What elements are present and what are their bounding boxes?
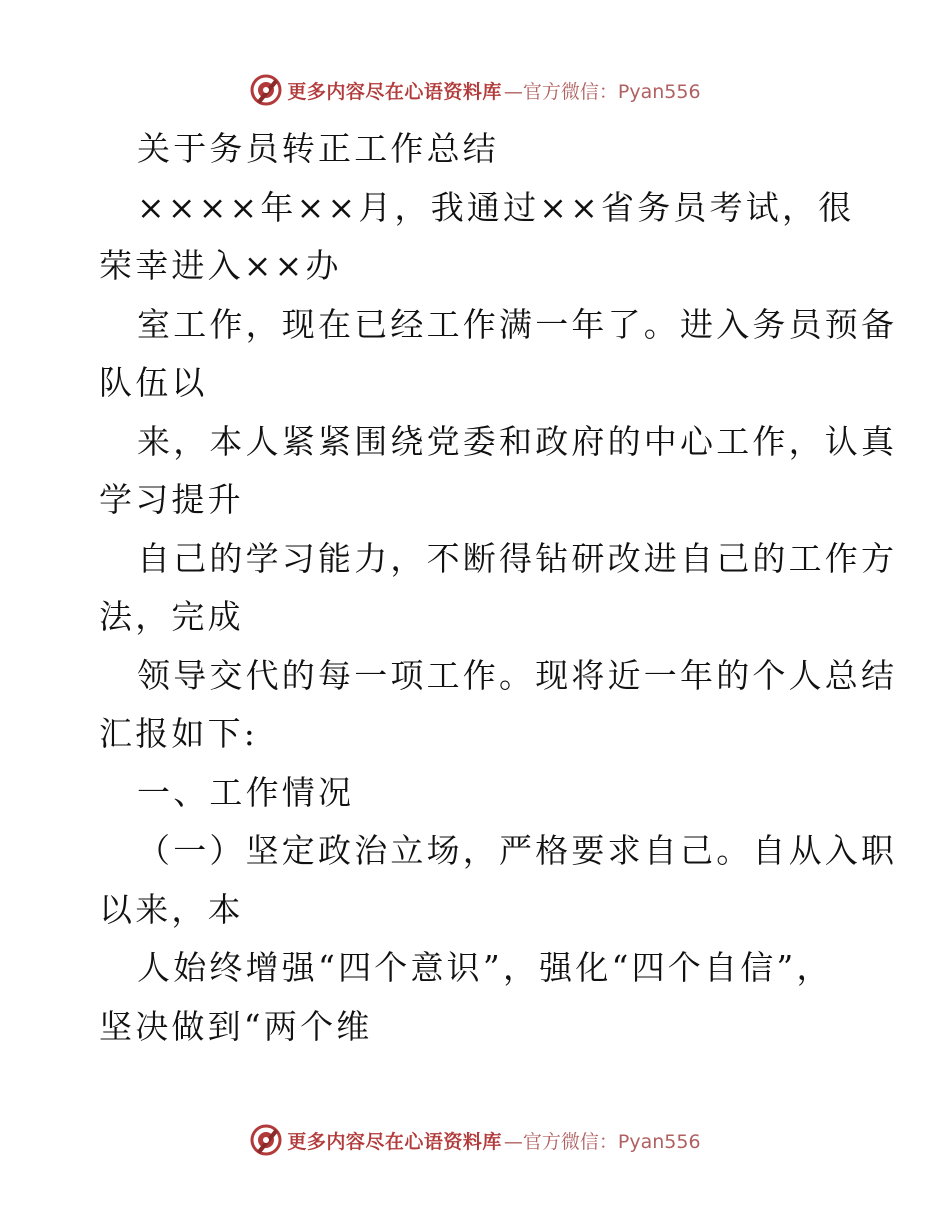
paragraph-line: 领导交代的每一项工作。现将近一年的个人总结	[137, 655, 898, 695]
paragraph-line: 室工作，现在已经工作满一年了。进入务员预备	[137, 304, 898, 344]
document-title: 关于务员转正工作总结	[137, 129, 499, 168]
paragraph-line: 汇报如下:	[99, 714, 259, 753]
section-heading: 一、工作情况	[137, 772, 355, 812]
paragraph-line: 人始终增强“四个意识”，强化“四个自信”，	[137, 948, 833, 987]
watermark-sub-text: —官方微信：Pyan556	[503, 80, 701, 103]
paragraph-line: （一）坚定政治立场，严格要求自己。自从入职	[137, 831, 898, 870]
paragraph-line: 荣幸进入××办	[99, 246, 342, 285]
watermark-main-text: 更多内容尽在心语资料库	[287, 80, 502, 103]
paragraph-line: 自己的学习能力，不断得钻研改进自己的工作方	[137, 538, 898, 578]
document-body	[99, 120, 898, 1056]
paragraph-line: 队伍以	[99, 363, 208, 402]
seal-pen-logo-icon	[249, 73, 283, 107]
watermark-main-text: 更多内容尽在心语资料库	[287, 1130, 502, 1153]
header-watermark	[0, 70, 950, 110]
watermark-sub-text: —官方微信：Pyan556	[503, 1130, 701, 1153]
paragraph-line: 以来，本	[99, 889, 244, 929]
paragraph-line: 坚决做到“两个维	[99, 1006, 373, 1046]
paragraph-line: 来，本人紧紧围绕党委和政府的中心工作，认真	[137, 421, 898, 461]
paragraph-line: 学习提升	[99, 480, 244, 519]
paragraph-line: 法，完成	[99, 597, 244, 636]
paragraph-line: ××××年××月，我通过××省务员考试，很	[137, 187, 855, 227]
footer-watermark	[0, 1120, 950, 1160]
seal-pen-logo-icon	[249, 1123, 283, 1157]
